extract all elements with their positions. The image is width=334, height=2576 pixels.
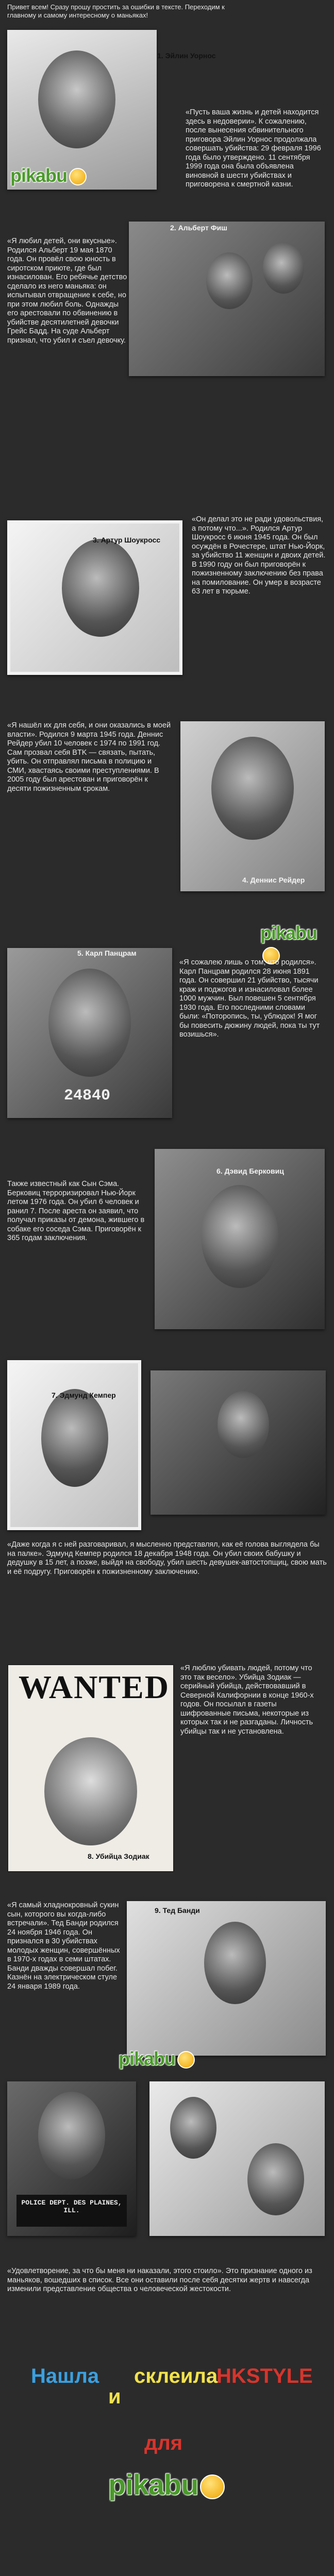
section-text: «Я самый хладнокровный сукин сын, которого вы когда-либо встречали». Тед Банди родился 24 ноября 1946 года. Он признался в 30 убийствах молодых женщин, совершённых в 1970-х годах в семи штатах. Банди дважды совершал побег. Казнён на электрическом стуле 24 января 1989 года. [7,1901,120,1991]
credits-line1: Нашла [31,2365,99,2387]
photo-david-berkowitz [155,1149,325,1329]
section-title: 1. Эйлин Уорнос [157,52,216,60]
section-title: 5. Карл Панцрам [77,949,137,957]
section-text: «Даже когда я с ней разговаривал, я мысленно представлял, как её голова выглядела бы на палке». Эдмунд Кемпер родился 18 декабря 1948 года. Он убил своих бабушку и дедушку в 15 лет, а позже, выйдя на свободу, убил шесть девушек-автостопщиц, свою мать и её подругу. Приговорён к пожизненному заключению. [7,1540,327,1576]
section-text: «Я любил детей, они вкусные». Родился Альберт 19 мая 1870 года. Он провёл свою юность в сиротском приюте, где был изнасилован. Его ребячье детство сделало из него маньяка: он испытывал отвращение к себе, но при этом любил боль. Однажды его арестовали по обвинению в убийстве десятилетней девочки Грейс Бадд. На суде Альберт признал, что убил и съел девочку. [7,237,127,345]
pikabu-logo: pikabu [260,922,334,965]
section-text: «Я нашёл их для себя, и они оказались в моей власти». Родился 9 марта 1945 года. Деннис Рейдер убил 10 человек с 1974 по 1991 год. Сам прозвал себя BTK — связать, пытать, убить. Он отправлял письма в полицию и СМИ, хвастаясь своими преступлениями. В 2005 году был арестован и приговорён к десяти пожизненным срокам. [7,721,171,793]
section-title: 4. Деннис Рейдер [242,876,305,884]
credits-line3: склеила [134,2365,218,2387]
photo-collage [149,2081,325,2236]
photo-ted-bundy [127,1901,326,2056]
pikabu-logo: pikabu [119,2048,195,2070]
section-text: «Я сожалею лишь о том, что родился». Карл Панцрам родился 28 июня 1891 года. Он совершил 21 убийство, тысячи краж и поджогов и изнасиловал более 1000 мужчин. Был повешен 5 сентября 1930 года. Его последними словами были: «Поторопись, ты, ублюдок! Я мог бы повесить дюжину людей, пока ты тут возишься». [179,958,320,1039]
wanted-poster [7,1664,174,1872]
section-title: 3. Артур Шоукросс [93,536,161,544]
section-title: 2. Альберт Фиш [170,224,227,232]
credits [0,2349,334,2576]
photo-mugshot-board [7,2081,136,2236]
photo-edmund-kemper [7,1360,141,1530]
photo-edmund-kemper-arrest [151,1370,326,1515]
photo-albert-fish [129,222,325,376]
section-text: Также известный как Сын Сэма. Берковиц терроризировал Нью-Йорк летом 1976 года. Он убил 6 человек и ранил 7. После ареста он заявил, что получал приказы от демона, жившего в собаке его соседа Сэма. Приговорён к 365 годам заключения. [7,1180,145,1242]
section-title: 7. Эдмунд Кемпер [52,1391,116,1399]
section-text: «Я люблю убивать людей, потому что это так весело». Убийца Зодиак — серийный убийца, действовавший в Северной Калифорнии в конце 1960-х годов. Он посылал в газеты шифрованные письма, некоторые из которых так и не разгаданы. Личность убийцы так и не установлена. [180,1664,314,1736]
credits-author: HKSTYLE [216,2365,313,2387]
section-text: «Он делал это не ради удовольствия, а потому что...». Родился Артур Шоукросс 6 июня 1945 года. Он был осуждён в Рочестере, штат Нью-Йорк, за убийство 11 женщин и двоих детей. В 1990 году он был приговорён к пожизненному заключению без права на помилование. Он умер в возрасте 63 лет в тюрьме. [192,515,326,596]
section-title: 6. Дэвид Берковиц [216,1167,284,1175]
section-title: 8. Убийца Зодиак [88,1852,149,1860]
police-board: POLICE DEPT. DES PLAINES, ILL. [16,2195,127,2227]
pikabu-logo: pikabu [108,2468,225,2501]
intro-text: Привет всем! Сразу прошу простить за ошибки в тексте. Переходим к главному и самому интересному о маньяках! [7,3,225,19]
wanted-heading: WANTED [19,1669,170,1705]
photo-carl-panzram [7,948,172,1118]
outro-text: «Удовлетворение, за что бы меня ни наказали, этого стоило». Это признание одного из маньяков, вошедших в список. Все они оставили после себя десятки жертв и навсегда изменили представление общества о человеческой жестокости. [7,2267,312,2293]
section-title: 9. Тед Банди [155,1906,200,1914]
section-text: «Пусть ваша жизнь и детей находится здесь в недоверии». К сожалению, после вынесения обвинительного приговора Эйлин Уорнос продолжала совершать убийства: 29 февраля 1996 года было утверждено. 11 сентября 1999 года она была объявлена виновной в шести убийствах и приговорена к смертной казни. [186,108,321,189]
credits-line2: и [108,2385,121,2408]
photo-dennis-rader [180,721,325,891]
mugshot-number: 24840 [64,1087,111,1105]
credits-for: для [144,2432,183,2454]
pikabu-logo: pikabu [10,165,87,187]
